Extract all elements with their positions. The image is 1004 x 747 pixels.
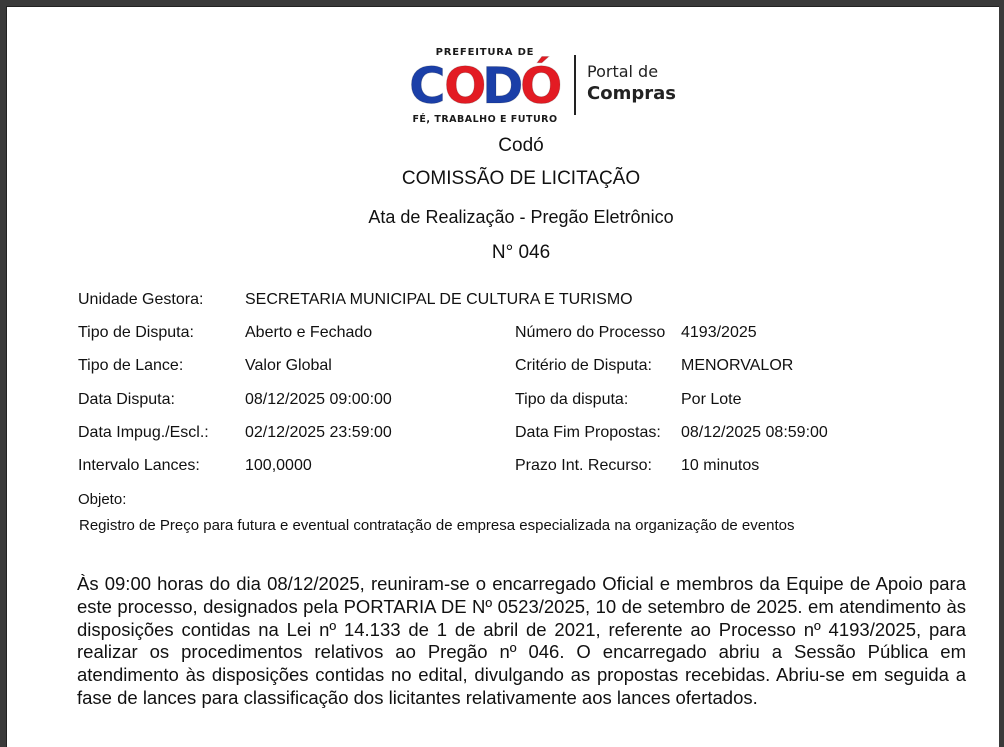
prazo-recurso-label: Prazo Int. Recurso: — [515, 457, 652, 474]
document-number: N° 046 — [491, 242, 551, 263]
logo-compras-text: Compras — [587, 83, 676, 104]
logo-tagline: FÉ, TRABALHO E FUTURO — [412, 114, 558, 125]
tipo-da-disputa-value: Por Lote — [681, 391, 742, 408]
intervalo-lances-value: 100,0000 — [245, 457, 312, 474]
unidade-gestora-label: Unidade Gestora: — [78, 291, 204, 308]
objeto-text: Registro de Preço para futura e eventual contratação de empresa especializada na organização de eventos — [79, 517, 795, 534]
data-fim-propostas-label: Data Fim Propostas: — [515, 424, 661, 441]
criterio-disputa-label: Critério de Disputa: — [515, 357, 652, 374]
ata-body-paragraph: Às 09:00 horas do dia 08/12/2025, reuniram-se o encarregado Oficial e membros da Equipe de Apoio para este processo, designados pela PORTARIA DE Nº 0523/2025, 10 de setembro de 2025. em atendimento às disposições contidas na Lei nº 14.133 de 1 de abril de 2021, referente ao Processo nº 4193/2025, para realizar os procedimentos relativos ao Pregão nº 046. O encarregado abriu a Sessão Pública em atendimento às disposições contidas no edital, divulgando as propostas recebidas. Abriu-se em seguida a fase de lances para classificação dos licitantes relativamente aos lances ofertados. — [77, 573, 966, 708]
logo-letter-d: D — [482, 57, 522, 115]
logo-letter-o-accent: Ó — [520, 57, 561, 115]
numero-processo-value: 4193/2025 — [681, 324, 757, 341]
numero-processo-label: Número do Processo — [515, 324, 666, 341]
logo-portal-text: Portal de — [587, 62, 659, 81]
data-impug-label: Data Impug./Escl.: — [78, 424, 209, 441]
logo-prefeitura-text: PREFEITURA DE — [435, 47, 535, 58]
data-disputa-label: Data Disputa: — [78, 391, 175, 408]
data-disputa-value: 08/12/2025 09:00:00 — [245, 391, 392, 408]
document-title: Ata de Realização - Pregão Eletrônico — [368, 207, 674, 227]
tipo-disputa-label: Tipo de Disputa: — [78, 324, 194, 341]
intervalo-lances-label: Intervalo Lances: — [78, 457, 200, 474]
commission-title: COMISSÃO DE LICITAÇÃO — [401, 168, 641, 189]
objeto-label: Objeto: — [78, 491, 127, 508]
prefeitura-codo-logo — [407, 47, 677, 129]
tipo-disputa-value: Aberto e Fechado — [245, 324, 373, 341]
city-name: Codó — [498, 135, 544, 156]
tipo-lance-value: Valor Global — [245, 357, 332, 374]
logo-letter-c: C — [409, 57, 444, 115]
document-page — [6, 6, 999, 747]
data-impug-value: 02/12/2025 23:59:00 — [245, 424, 392, 441]
logo-codo-wordmark — [407, 59, 563, 113]
logo-letter-o: O — [444, 57, 485, 115]
tipo-lance-label: Tipo de Lance: — [78, 357, 184, 374]
unidade-gestora-value: SECRETARIA MUNICIPAL DE CULTURA E TURISMO — [245, 291, 633, 308]
prazo-recurso-value: 10 minutos — [681, 457, 760, 474]
data-fim-propostas-value: 08/12/2025 08:59:00 — [681, 424, 828, 441]
logo-divider — [574, 55, 576, 115]
criterio-disputa-value: MENORVALOR — [681, 357, 794, 374]
tipo-da-disputa-label: Tipo da disputa: — [515, 391, 629, 408]
